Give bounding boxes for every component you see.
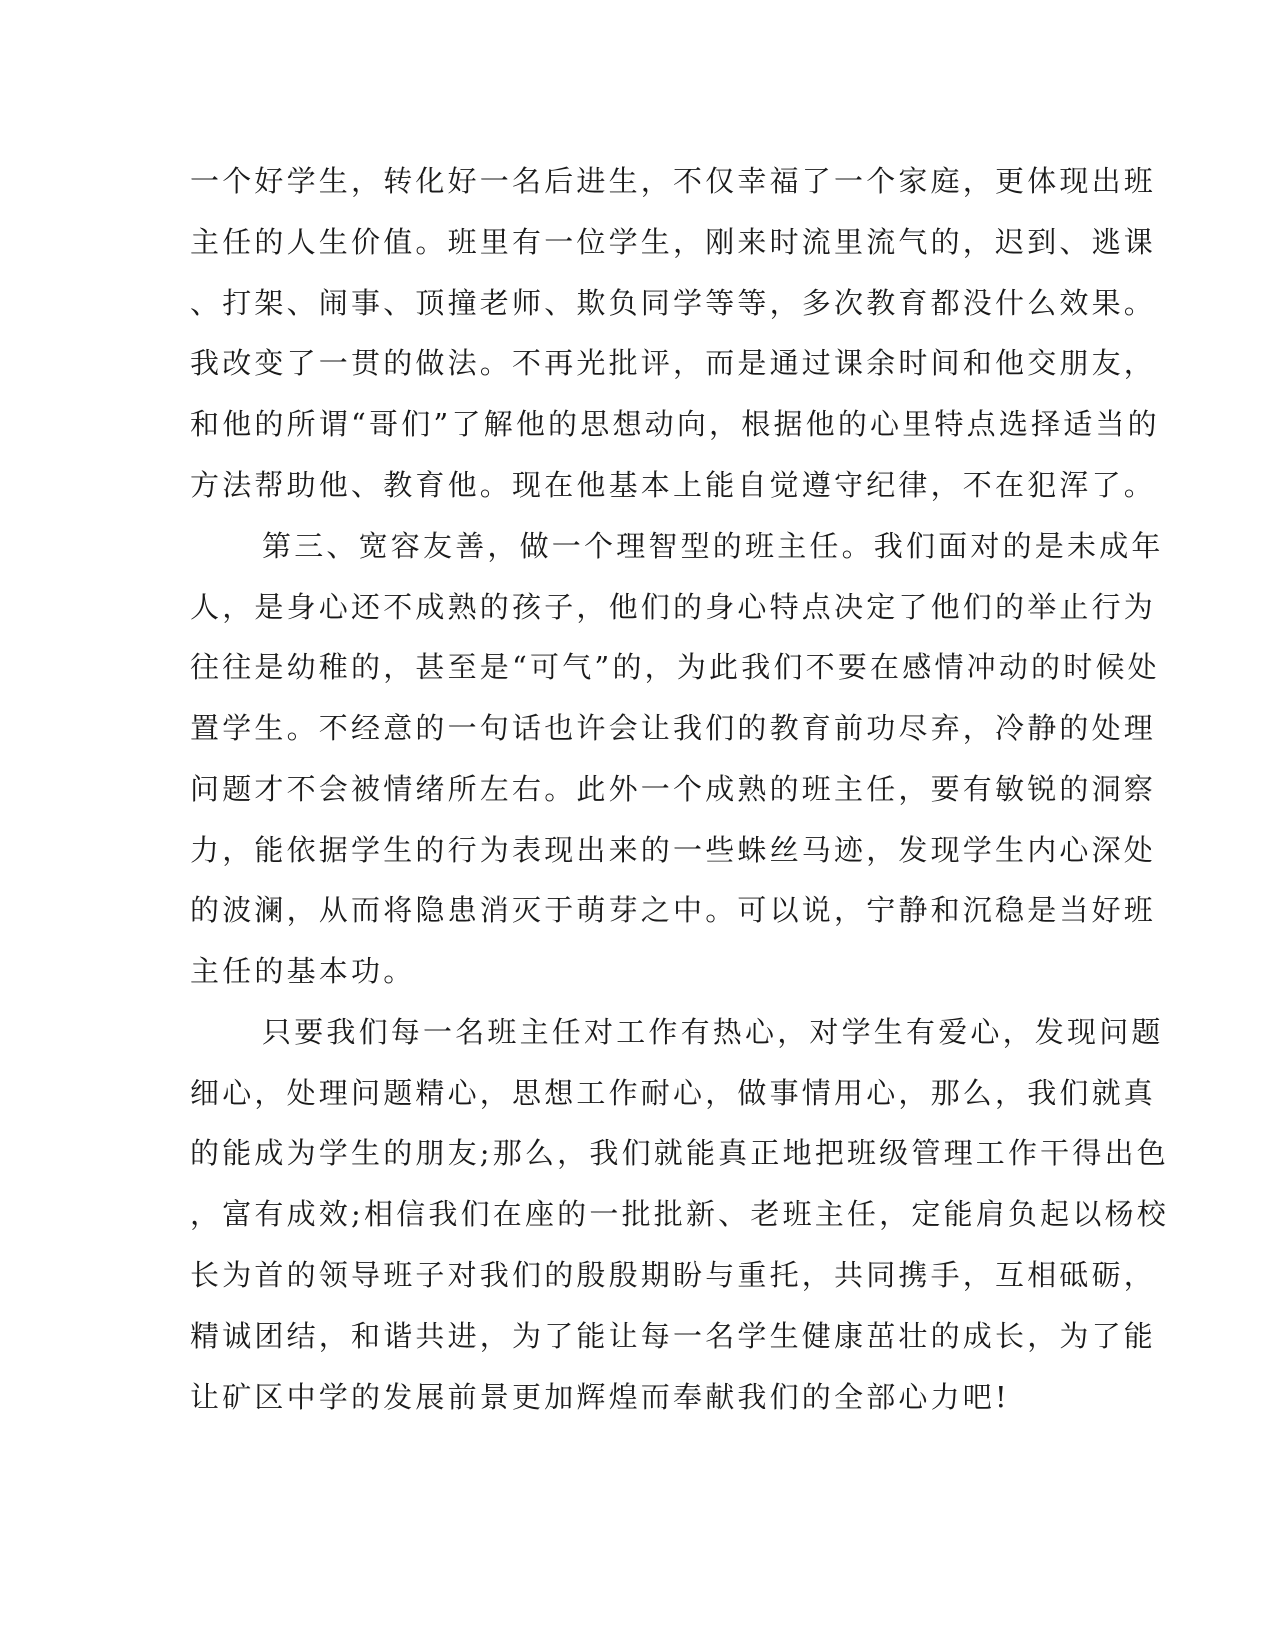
text-line: ，富有成效;相信我们在座的一批批新、老班主任，定能肩负起以杨校 <box>190 1197 1169 1231</box>
text-line: 让矿区中学的发展前景更加辉煌而奉献我们的全部心力吧! <box>190 1380 1010 1414</box>
text-line: 置学生。不经意的一句话也许会让我们的教育前功尽弃，冷静的处理 <box>190 711 1157 745</box>
paragraph-start-line: 只要我们每一名班主任对工作有热心，对学生有爱心，发现问题 <box>262 1015 1164 1049</box>
text-line: 的能成为学生的朋友;那么，我们就能真正地把班级管理工作干得出色 <box>190 1136 1169 1170</box>
text-line: 主任的人生价值。班里有一位学生，刚来时流里流气的，迟到、逃课 <box>190 225 1157 259</box>
text-line: 问题才不会被情绪所左右。此外一个成熟的班主任，要有敏锐的洞察 <box>190 772 1157 806</box>
text-line: 主任的基本功。 <box>190 954 416 988</box>
text-line: 的波澜，从而将隐患消灭于萌芽之中。可以说，宁静和沉稳是当好班 <box>190 893 1157 927</box>
text-line: 人，是身心还不成熟的孩子，他们的身心特点决定了他们的举止行为 <box>190 590 1157 624</box>
text-line: 细心，处理问题精心，思想工作耐心，做事情用心，那么，我们就真 <box>190 1076 1157 1110</box>
text-line: 力，能依据学生的行为表现出来的一些蛛丝马迹，发现学生内心深处 <box>190 833 1157 867</box>
text-line: 和他的所谓“哥们”了解他的思想动向，根据他的心里特点选择适当的 <box>190 407 1160 441</box>
paragraph-start-line: 第三、宽容友善，做一个理智型的班主任。我们面对的是未成年 <box>262 529 1164 563</box>
text-line: 往往是幼稚的，甚至是“可气”的，为此我们不要在感情冲动的时候处 <box>190 650 1160 684</box>
text-line: 精诚团结，和谐共进，为了能让每一名学生健康茁壮的成长，为了能 <box>190 1319 1157 1353</box>
text-line: 一个好学生，转化好一名后进生，不仅幸福了一个家庭，更体现出班 <box>190 164 1157 198</box>
text-line: 长为首的领导班子对我们的殷殷期盼与重托，共同携手，互相砥砺， <box>190 1258 1157 1292</box>
text-line: 、打架、闹事、顶撞老师、欺负同学等等，多次教育都没什么效果。 <box>190 286 1157 320</box>
text-line: 方法帮助他、教育他。现在他基本上能自觉遵守纪律，不在犯浑了。 <box>190 468 1157 502</box>
text-line: 我改变了一贯的做法。不再光批评，而是通过课余时间和他交朋友， <box>190 346 1157 380</box>
